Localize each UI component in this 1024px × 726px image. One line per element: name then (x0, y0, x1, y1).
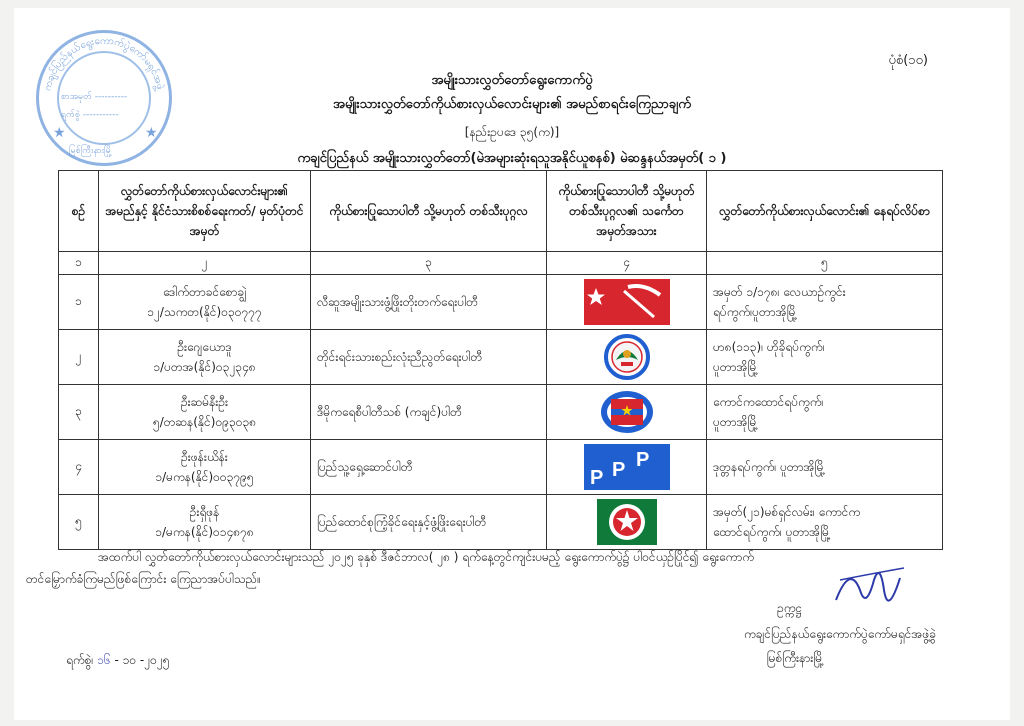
candidate-cell (99, 495, 311, 550)
date-day: ၁၆ (97, 653, 111, 667)
officer-body: ကချင်ပြည်နယ်ရွေးကောက်ပွဲကော်မရှင်အဖွဲ့ခွဲ (743, 627, 936, 641)
seal-star-icon: ★ (145, 125, 158, 141)
table-row (59, 275, 943, 330)
party-symbol-cell (547, 440, 707, 495)
notice-line: အထက်ပါ လွှတ်တော်ကိုယ်စားလှယ်လောင်းများသည် ၂၀၂၅ ခုနှစ် ဒီဇင်ဘာလ( ၂၈ ) ရက်နေ့တွင်ကျင်းပမည့် ရွေးကောက်ပွဲ၌ ပါ၀င်ယှဉ်ပြိုင်၍ ရွေးကောက် (98, 550, 754, 564)
officer-location: မြစ်ကြီးနားမြို့ (766, 651, 824, 665)
candidate-cell (99, 275, 311, 330)
row-number: ၅ (59, 495, 99, 550)
column-number: ၂ (99, 252, 311, 275)
party-name: ပြည်ထောင်စုကြံ့ခိုင်ရေးနှင့်ဖွံ့ဖြိုးရေးပါတီ (311, 495, 547, 550)
address-line: ဟ၈(၁၁၃)၊ ဟိုခိုရပ်ကွက်၊ (713, 340, 825, 354)
candidate-nrc: ၁/မကန(နိုင်)၀၁၄၈၇၈ (155, 525, 254, 539)
table-row (59, 330, 943, 385)
address-line: ဒုတ္တနရပ်ကွက်၊ ပူတာအိုမြို့ (713, 460, 826, 474)
address-line: ပူတာအိုမြို့ (713, 415, 759, 429)
title-line-1: အမျိုးသားလွှတ်တော်ရွေးကောက်ပွဲ (431, 73, 593, 88)
row-number: ၂ (59, 330, 99, 385)
pickaxe-star-flag-icon (584, 279, 670, 325)
seal-line-1: စာအမှတ် ---------- (61, 92, 128, 102)
party-symbol-cell (547, 385, 707, 440)
address-line: ကောင်ကထောင်ရပ်ကွက်၊ (713, 395, 824, 409)
candidate-name: ဦးဆမ်နီးဦး (180, 395, 229, 409)
party-name: လီဆူအမျိုးသားဖွံ့ဖြိုးတိုးတက်ရေးပါတီ (311, 275, 547, 330)
table-row (59, 440, 943, 495)
header-address: လွှတ်တော်ကိုယ်စားလှယ်လောင်း၏ နေရပ်လိပ်စာ (707, 171, 943, 252)
title-rule-reference: [နည်းဥပဒေ ၃၅(က)] (464, 125, 560, 139)
candidate-name: ဦးဂျေယောဒူ (177, 340, 232, 354)
address-cell (707, 330, 943, 385)
form-number: ပုံစံ(၁၀) (888, 53, 928, 68)
candidate-nrc: ၁၂/သကတ(နိုင်)၀၃၀၇၇၇ (147, 305, 262, 319)
table-row (59, 495, 943, 550)
row-number: ၄ (59, 440, 99, 495)
address-line: အမှတ် ၁/၁၇၈၊ လေယာဉ်ကွင်း (713, 285, 846, 299)
candidate-cell (99, 440, 311, 495)
table-row (59, 385, 943, 440)
address-cell (707, 440, 943, 495)
party-name: ပြည်သူ့ရှေ့ဆောင်ပါတီ (311, 440, 547, 495)
date-rest: - ၁၀ -၂၀၂၅ (114, 653, 170, 667)
svg-text:P: P (635, 449, 649, 471)
row-number: ၃ (59, 385, 99, 440)
column-number-row (59, 252, 943, 275)
signature-icon (830, 560, 910, 624)
title-line-2: အမျိုးသားလွှတ်တော်ကိုယ်စားလှယ်လောင်းများ၏ အမည်စာရင်းကြေညာချက် (333, 97, 691, 112)
header-candidate: လွှတ်တော်ကိုယ်စားလှယ်လောင်းများ၏ အမည်နှင့် နိုင်ငံသားစိစစ်ရေးကတ်/ မှတ်ပုံတင်အမှတ် (99, 171, 311, 252)
candidate-cell (99, 330, 311, 385)
header-party: ကိုယ်စားပြုသောပါတီ သို့မဟုတ် တစ်သီးပုဂ္ဂလ (311, 171, 547, 252)
address-line: ရပ်ကွက်၊ပူတာအိုမြို့ (713, 305, 798, 319)
column-number: ၅ (707, 252, 943, 275)
address-cell (707, 495, 943, 550)
candidate-nrc: ၅/တဆန(နိုင်)၀၉၃၀၃၈ (152, 415, 257, 429)
candidate-nrc: ၁/မကန(နိုင်)၀၀၃၇၉၅ (155, 470, 254, 484)
notice-text (26, 546, 942, 590)
address-cell (707, 275, 943, 330)
address-cell (707, 385, 943, 440)
table-header-row (59, 171, 943, 252)
address-line: အမှတ်(၂၁)မစ်ရှင်လမ်း၊ ကောင်က (713, 505, 861, 519)
date-label: ရက်စွဲ၊ (66, 653, 94, 667)
officer-title: ဥက္ကဋ္ဌ (777, 601, 802, 615)
seal-ring-text: ကချင်ပြည်နယ်ရွေးကောက်ပွဲကော်မရှင်အဖွဲ့ (42, 35, 166, 92)
party-name: တိုင်းရင်းသားစည်းလုံးညီညွတ်ရေးပါတီ (311, 330, 547, 385)
seal-star-icon: ★ (53, 125, 66, 141)
party-symbol-cell (547, 275, 707, 330)
address-line: ထောင်ရပ်ကွက်၊ ပူတာအိုမြို့ (713, 525, 831, 539)
row-number: ၁ (59, 275, 99, 330)
svg-text:P: P (611, 459, 625, 481)
candidate-nrc: ၁/ပတအ(နိုင်)၀၃၂၃၄၈ (153, 360, 256, 374)
header-symbol: ကိုယ်စားပြုသောပါတီ သို့မဟုတ် တစ်သီးပုဂ္ဂလ၏ သင်္ကေတအမှတ်အသား (547, 171, 707, 252)
ppp-letters-icon (584, 444, 670, 490)
star-wreath-emblem-icon (597, 499, 657, 545)
candidate-name: ဒေါက်တာခင်စောချွဲ (163, 285, 246, 299)
candidate-name: ဦးရှီဖုန် (189, 505, 220, 519)
circle-flag-icon (599, 389, 655, 435)
party-symbol-cell (547, 495, 707, 550)
notice-line: တင်မြှောက်ခံကြမည်ဖြစ်ကြောင်း ကြေညာအပ်ပါသည်။ (26, 572, 261, 586)
bird-emblem-icon (604, 334, 650, 380)
candidate-name: ဦးဖုန်းယိန်း (181, 450, 228, 464)
seal-bottom-text: မြစ်ကြီးနားမြို့ (69, 146, 113, 156)
candidates-table (58, 170, 943, 550)
candidate-cell (99, 385, 311, 440)
date-line (66, 652, 170, 670)
constituency-title: ကချင်ပြည်နယ် အမျိုးသားလွှတ်တော်(မဲအများဆုံးရသူအနိုင်ယူစနစ်) မဲဆန္ဒနယ်အမှတ်( ၁ ) (297, 151, 727, 166)
seal-line-2: ရက်စွဲ ----------- (61, 110, 119, 120)
header-no: စဉ် (59, 171, 99, 252)
address-line: ပူတာအိုမြို့ (713, 360, 759, 374)
column-number: ၃ (311, 252, 547, 275)
party-name: ဒီမိုကရေစီပါတီသစ် (ကချင်)ပါတီ (311, 385, 547, 440)
party-symbol-cell (547, 330, 707, 385)
svg-text:P: P (589, 467, 603, 489)
column-number: ၄ (547, 252, 707, 275)
column-number: ၁ (59, 252, 99, 275)
